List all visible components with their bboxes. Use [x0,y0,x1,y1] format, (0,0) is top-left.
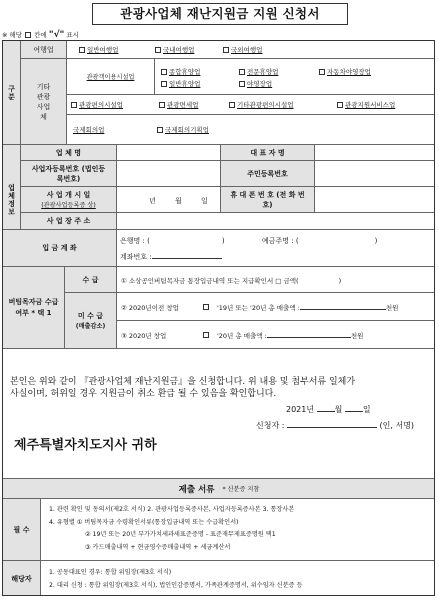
company-name-field[interactable] [116,144,220,160]
checkbox-icon[interactable] [239,81,245,87]
phone-field[interactable] [314,186,435,212]
declaration-line-2: 사실이며, 허위일 경우 지원금이 취소 환급 될 수 있음을 확인합니다. [10,389,277,399]
company-name-label: 업 체 명 [20,144,116,160]
checkbox-icon[interactable] [157,127,163,133]
required-doc-3: ② 19년 또는 20년 부가가치세과세표준증명 - 표준재무제표증명원 택1 [85,531,276,538]
idno-field[interactable] [314,160,435,186]
meeting-options [66,114,435,144]
applicant-line[interactable]: 신청자 : (인, 서명) [256,421,415,430]
option-meeting-planning[interactable]: 국제회의기획업 [157,125,209,134]
vrf-opt3-row[interactable] [116,320,435,348]
form-title: 관광사업체 재난지원금 지원 신청서 [120,6,320,21]
idno-label: 주민등록번호 [220,160,314,186]
deposit-fields [116,229,435,266]
required-doc-2: 4. 유형별 ① 버팀목자금 수령확인서류(통장입금내역 또는 수급확인서) [49,519,239,526]
check-note [2,30,79,40]
company-group-label: 업체정보 [2,144,20,254]
checkbox-icon[interactable] [229,102,235,108]
phone-label: 휴 대 폰 번 호 (전 화 번 호) [220,186,314,212]
bank-name-field[interactable]: 은행명 : ( ) [120,237,225,245]
note-prefix: ※ 해당 [2,31,23,39]
option-other-convenience[interactable]: 기타관광편의시설업 [229,100,294,109]
vrf-opt3-sales: '20년 총 매출액 : 천원 [217,332,364,340]
sign-date: 2021년 월 일 [286,405,371,414]
open-year-unit: 년 [149,197,156,205]
checkbox-icon[interactable] [203,332,209,338]
option-convenience[interactable]: 관광편의시설업 [71,100,123,109]
address-label: 사 업 장 주 소 [20,212,116,229]
option-resort-normal[interactable]: 일반휴양업 [161,79,200,88]
lodging-label: 관광객이용시설업 [66,58,154,94]
other-biz-label: 기타 관광 사업체 [20,58,66,144]
option-duty-free[interactable]: 관광면세업 [159,100,198,109]
convenience-options [66,94,435,114]
vrf-recv-row[interactable]: ① 소상공인버팀목자금 통장입금내역 또는 지급확인서 □ 금액( ) [116,266,435,292]
note-suffix: 표시 [66,31,79,39]
address-field[interactable] [116,212,435,229]
biz-type-group-label: 구분 [2,40,20,144]
regno-label: 사업자등록번호 (법인등록번호) [20,160,116,186]
note-middle: 칸에 [34,31,47,39]
open-date-field[interactable] [116,186,220,212]
required-doc-1: 1. 관련 확인 및 동의서(제2호 서식) 2. 관광사업등록증사본, 사업자등록증사본 3. 통장사본 [49,506,295,513]
seal-mark: (인, 서명) [379,421,415,430]
lodging-options [154,58,435,94]
applicable-doc-1: 1. 공동대표인 경우: 통합 위임장(제3호 서식) [49,569,172,576]
vrf-opt2-sales: '19년 또는 '20년 총 매출액 : 천원 [217,304,399,312]
checkbox-icon[interactable] [203,304,209,310]
vrf-recv-text: ① 소상공인버팀목자금 통장입금내역 또는 지급확인서 □ 금액( [121,277,299,285]
option-general-travel[interactable]: 일반여행업 [79,45,118,54]
checkbox-icon[interactable] [319,69,325,75]
vrf-opt2-label: ② 2020년이전 창업 [121,304,179,312]
travel-label: 여행업 [20,40,66,58]
holder-name-field[interactable]: 예금주명 : ( ) [262,237,378,245]
required-doc-4: ③ 카드매출내역 + 현금영수증매출내역 + 세금계산서 [85,544,231,551]
account-number-field[interactable]: 계좌번호 : [120,252,222,262]
option-domestic-travel[interactable]: 국내여행업 [155,45,194,54]
checkbox-icon[interactable] [155,47,161,53]
ceo-name-field[interactable] [314,144,435,160]
vrf-recv-label: 수 급 [64,266,116,292]
required-docs [40,498,435,560]
checkbox-icon[interactable] [71,102,77,108]
required-docs-label: 필 수 [2,498,40,560]
option-auto-campsite[interactable]: 자동차야영장업 [319,67,371,76]
open-date-label: 사 업 개 시 일 (관광사업등록증 상) [20,186,116,212]
ceo-name-label: 대 표 자 명 [220,144,314,160]
declaration [10,376,430,400]
option-resort-special[interactable]: 전문휴양업 [239,67,278,76]
applicable-docs [40,560,435,596]
recipient: 제주특별자치도지사 귀하 [14,438,157,453]
declaration-line-1: 본인은 위와 같이 『관광사업체 재난지원금』을 신청합니다. 위 내용 및 첨부서류 일체가 [10,377,356,387]
deposit-label: 입 금 계 좌 [2,229,116,266]
travel-options-row [66,40,435,58]
open-day-unit: 일 [201,197,208,205]
applicable-doc-2: 2. 대리 신청 : 통합 위임장(제3호 서식), 법인인감증명서, 가족관계증명서, 위수임자 신분증 등 [49,582,303,589]
checkbox-icon[interactable] [337,102,343,108]
form-title-box [92,3,348,25]
vrf-label: 버팀목자금 수급여부 * 택 1 [2,266,64,348]
regno-field[interactable] [116,160,220,186]
checkbox-icon[interactable] [79,47,85,53]
section-rule [2,348,435,349]
option-meeting[interactable]: 국제회의업 [73,126,105,134]
applicable-docs-label: 해당자 [2,560,40,596]
checkbox-icon[interactable] [223,47,229,53]
checkbox-icon[interactable] [161,81,167,87]
option-resort-general[interactable]: 종합휴양업 [161,67,200,76]
option-campsite[interactable]: 야영장업 [239,79,272,88]
vrf-nonrecv-label: 미 수 급 (매출감소) [64,292,116,348]
checkbox-icon[interactable] [161,69,167,75]
vrf-opt3-label: ③ 2020년 창업 [121,332,167,340]
option-overseas-travel[interactable]: 국외여행업 [223,45,262,54]
option-support-service[interactable]: 관광지원서비스업 [337,100,395,109]
checkbox-sample-icon [25,32,31,38]
checkbox-icon[interactable] [239,69,245,75]
open-month-unit: 월 [175,197,182,205]
checkbox-icon[interactable] [159,102,165,108]
vrf-opt2-row[interactable] [116,292,435,320]
checkmark-sample: "√" [48,30,65,40]
docs-header: 제출 서류 * 신분증 지참 [2,478,435,498]
